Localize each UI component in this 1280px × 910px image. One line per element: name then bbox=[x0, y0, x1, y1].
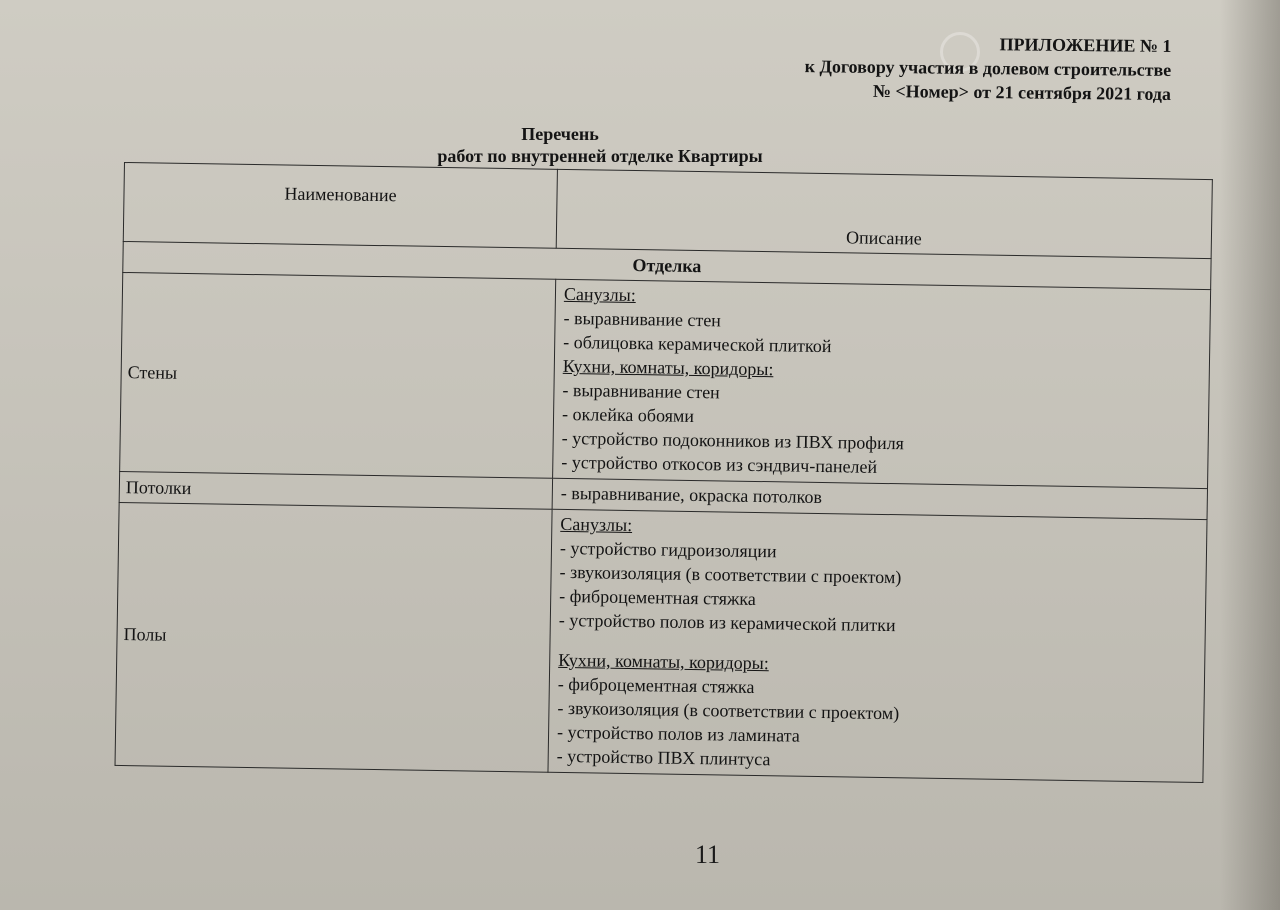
list-item: - выравнивание, окраска потолков bbox=[560, 482, 823, 508]
section-title: Отделка bbox=[123, 241, 1211, 289]
table-row bbox=[120, 272, 1211, 488]
group-title: Кухни, комнаты, коридоры: bbox=[562, 355, 774, 380]
appendix-header bbox=[805, 30, 1172, 106]
page-number: 11 bbox=[695, 840, 721, 869]
paper-shadow bbox=[1220, 0, 1280, 910]
list-item: - звукоизоляция (в соответствии с проектом) bbox=[559, 561, 902, 588]
list-item: - облицовка керамической плиткой bbox=[563, 331, 832, 357]
list-item: - фиброцементная стяжка bbox=[557, 673, 755, 697]
list-item: - устройство откосов из сэндвич-панелей bbox=[561, 451, 878, 477]
row-description-floors bbox=[548, 509, 1207, 782]
list-item: - выравнивание стен bbox=[562, 379, 720, 403]
list-item: - устройство ПВХ плинтуса bbox=[556, 745, 771, 770]
row-name-ceilings: Потолки bbox=[119, 471, 552, 509]
list-item: - устройство полов из керамической плитки bbox=[558, 609, 896, 636]
list-item: - оклейка обоями bbox=[561, 403, 695, 426]
group-title: Кухни, комнаты, коридоры: bbox=[558, 649, 770, 674]
list-title: Перечень bbox=[521, 124, 599, 144]
contract-number-date: № <Номер> от 21 сентября 2021 года bbox=[873, 80, 1172, 104]
list-subtitle: работ по внутренней отделке Квартиры bbox=[437, 146, 763, 166]
row-name-walls: Стены bbox=[120, 272, 556, 478]
table-row bbox=[115, 502, 1207, 782]
column-header-name: Наименование bbox=[123, 163, 557, 249]
row-description-walls bbox=[553, 279, 1211, 488]
row-name-floors: Полы bbox=[115, 502, 552, 772]
column-header-description: Описание bbox=[556, 169, 1212, 258]
group-title: Санузлы: bbox=[563, 283, 636, 306]
list-item: - устройство подоконников из ПВХ профиля bbox=[561, 427, 905, 454]
finishing-table bbox=[115, 162, 1213, 783]
list-item: - устройство гидроизоляции bbox=[559, 537, 777, 562]
list-item: - устройство полов из ламината bbox=[556, 721, 801, 746]
appendix-number: ПРИЛОЖЕНИЕ № 1 bbox=[999, 34, 1172, 56]
contract-reference: к Договору участия в долевом строительстве bbox=[804, 56, 1172, 80]
list-item: - выравнивание стен bbox=[563, 307, 722, 331]
group-title: Санузлы: bbox=[560, 513, 633, 536]
list-item: - звукоизоляция (в соответствии с проектом) bbox=[557, 697, 900, 724]
list-item: - фиброцементная стяжка bbox=[559, 585, 757, 609]
